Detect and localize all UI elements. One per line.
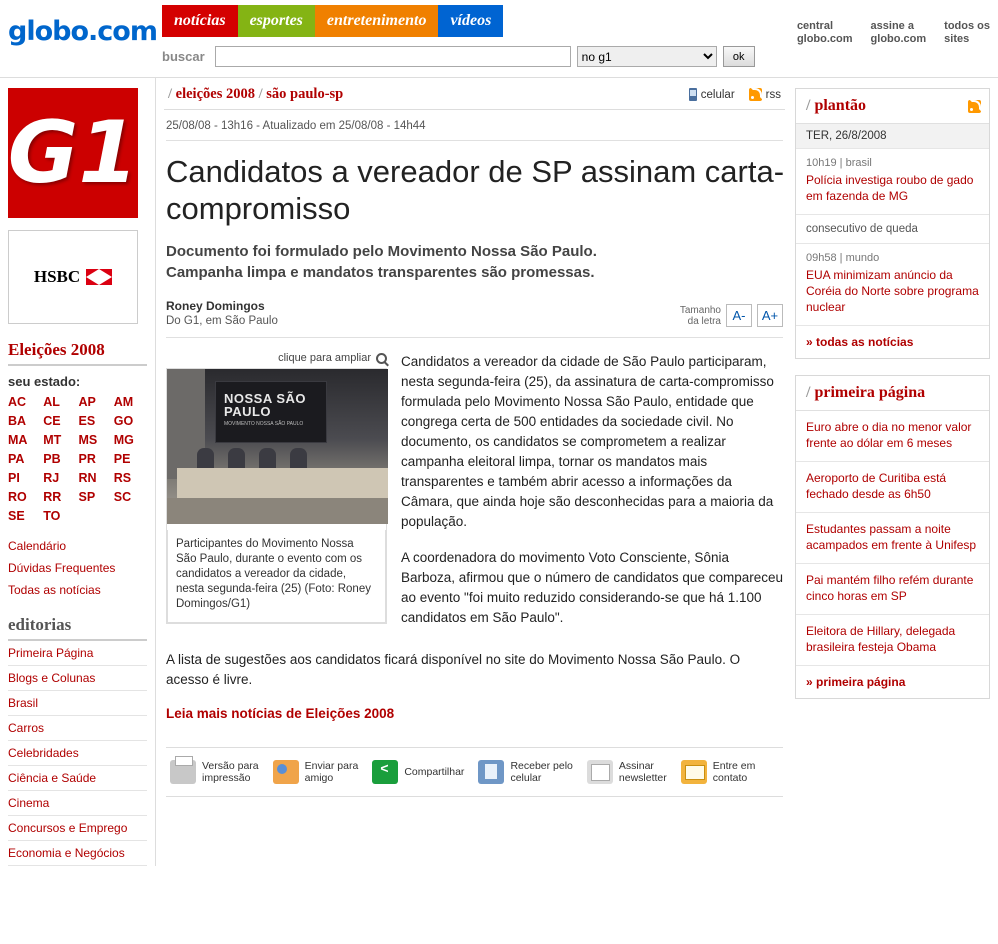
article-figure bbox=[166, 352, 387, 644]
sidebar-section-title: Eleições 2008 bbox=[8, 340, 147, 366]
corner-links bbox=[797, 20, 990, 46]
article-photo[interactable] bbox=[167, 369, 388, 524]
printer-icon bbox=[170, 760, 196, 784]
article-paragraph-2: A coordenadora do movimento Voto Consciente, Sônia Barboza, afirmou que o número de candidatos que compareceu ao evento "foi muito reduzido considerando-se que há 1.100 candidatos em São Paulo". bbox=[401, 550, 783, 625]
article-subhead-line1: Documento foi formulado pelo Movimento Nossa São Paulo. bbox=[166, 243, 597, 260]
share-print-line1: Versão para bbox=[202, 760, 259, 772]
breadcrumb-row bbox=[164, 86, 785, 109]
mobile-phone-icon bbox=[689, 88, 697, 101]
state-rj[interactable]: RJ bbox=[43, 471, 60, 485]
corner-link-line2: globo.com bbox=[796, 33, 853, 45]
state-es[interactable]: ES bbox=[78, 414, 96, 428]
state-mt[interactable]: MT bbox=[43, 433, 62, 447]
state-sc[interactable]: SC bbox=[113, 490, 132, 504]
article-headline: Candidatos a vereador de SP assinam carta-compromisso bbox=[166, 154, 785, 226]
photo-floor bbox=[167, 498, 388, 524]
share-contact-line2: contato bbox=[712, 772, 748, 784]
breadcrumb-slash-2: / bbox=[258, 86, 263, 102]
state-ma[interactable]: MA bbox=[8, 433, 28, 447]
editoria-primeira-pagina[interactable]: Primeira Página bbox=[8, 641, 147, 666]
photo-person bbox=[259, 448, 276, 470]
mobile-phone-icon bbox=[478, 760, 504, 784]
rss-link[interactable] bbox=[749, 88, 781, 101]
state-am[interactable]: AM bbox=[113, 395, 134, 409]
plantao-item-sep: | bbox=[839, 252, 846, 264]
share-mobile[interactable] bbox=[478, 760, 572, 784]
state-to[interactable]: TO bbox=[43, 509, 61, 523]
editoria-blogs-colunas[interactable]: Blogs e Colunas bbox=[8, 666, 147, 691]
primeira-pagina-header bbox=[796, 376, 989, 411]
share-newsletter-line2: newsletter bbox=[618, 772, 667, 784]
state-al[interactable]: AL bbox=[43, 395, 60, 409]
share-friend-line1: Enviar para bbox=[304, 760, 359, 772]
plantao-box bbox=[795, 88, 990, 359]
photo-caption: Participantes do Movimento Nossa São Paulo, durante o evento com os candidatos a vereador da cidade, nesta segunda-feira (25) (Foto: Roney Domingos/G1) bbox=[167, 530, 386, 623]
share-newsletter-line1: Assinar bbox=[618, 760, 654, 772]
state-mg[interactable]: MG bbox=[113, 433, 134, 447]
font-increase-button[interactable]: A+ bbox=[757, 304, 783, 327]
state-pr[interactable]: PR bbox=[78, 452, 96, 466]
list-item[interactable] bbox=[796, 615, 989, 666]
editorias-title: editorias bbox=[8, 615, 147, 641]
plantao-note: consecutivo de queda bbox=[796, 215, 989, 244]
primeira-pagina-item-4[interactable]: Pai mantém filho refém durante cinco horas em SP bbox=[806, 573, 974, 603]
plantao-header bbox=[796, 89, 989, 124]
article-subhead bbox=[166, 241, 785, 283]
sidebar-ad-hsbc[interactable] bbox=[8, 230, 138, 324]
share-mobile-line1: Receber pelo bbox=[510, 760, 573, 772]
editoria-carros[interactable]: Carros bbox=[8, 716, 147, 741]
byline bbox=[166, 299, 278, 327]
breadcrumb bbox=[168, 86, 343, 103]
plantao-item-headline[interactable]: Polícia investiga roubo de gado em fazenda de MG bbox=[806, 173, 974, 203]
photo-backdrop-screen bbox=[215, 381, 327, 443]
list-item[interactable] bbox=[796, 411, 989, 462]
search-label: buscar bbox=[162, 49, 205, 64]
send-to-friend-icon bbox=[273, 760, 299, 784]
editoria-ciencia-saude[interactable]: Ciência e Saúde bbox=[8, 766, 147, 791]
share-newsletter-label bbox=[619, 760, 667, 784]
primeira-pagina-title-text: primeira página bbox=[814, 384, 926, 401]
enlarge-label: clique para ampliar bbox=[278, 352, 371, 364]
nav-tab-noticias[interactable]: notícias bbox=[162, 5, 238, 37]
sidebar-link-todas-noticias[interactable]: Todas as notícias bbox=[8, 583, 101, 597]
primeira-pagina-item-5[interactable]: Eleitora de Hillary, delegada brasileira festeja Obama bbox=[806, 624, 956, 654]
sidebar-link-duvidas[interactable]: Dúvidas Frequentes bbox=[8, 561, 116, 575]
g1-logo[interactable]: G1 bbox=[8, 88, 138, 218]
font-size-label bbox=[680, 305, 721, 327]
primeira-pagina-item-2[interactable]: Aeroporto de Curitiba está fechado desde as 6h50 bbox=[806, 471, 947, 501]
state-ce[interactable]: CE bbox=[43, 414, 61, 428]
celular-link[interactable] bbox=[689, 88, 735, 101]
photo-people bbox=[197, 448, 307, 470]
rss-icon[interactable] bbox=[968, 100, 981, 113]
share-social-label: Compartilhar bbox=[404, 766, 465, 778]
state-rn[interactable]: RN bbox=[78, 471, 97, 485]
corner-link-line1: todos os bbox=[944, 20, 990, 32]
share-mobile-line2: celular bbox=[510, 772, 542, 784]
read-more-link[interactable]: Leia mais notícias de Eleições 2008 bbox=[166, 706, 395, 721]
corner-link-line2: sites bbox=[944, 33, 970, 45]
celular-label: celular bbox=[700, 88, 735, 101]
figure-frame bbox=[166, 368, 387, 624]
plantao-item-sep: | bbox=[839, 157, 846, 169]
sidebar-link-calendario[interactable]: Calendário bbox=[8, 539, 67, 553]
nav-tab-esportes[interactable]: esportes bbox=[238, 5, 315, 37]
hsbc-wordmark: HSBC bbox=[33, 267, 81, 286]
globo-logo[interactable]: globo.com bbox=[8, 16, 157, 47]
primeira-pagina-item-1[interactable]: Euro abre o dia no menor valor frente ao dólar em 6 meses bbox=[806, 420, 972, 450]
list-item[interactable] bbox=[796, 513, 989, 564]
hsbc-hexagon-icon bbox=[86, 269, 112, 285]
article-author: Roney Domingos bbox=[166, 299, 265, 313]
primeira-pagina-item-3[interactable]: Estudantes passam a noite acampados em frente à Unifesp bbox=[806, 522, 977, 552]
breadcrumb-item-sao-paulo[interactable]: são paulo-sp bbox=[266, 86, 344, 102]
state-ro[interactable]: RO bbox=[8, 490, 27, 504]
editoria-brasil[interactable]: Brasil bbox=[8, 691, 147, 716]
state-se[interactable]: SE bbox=[8, 509, 25, 523]
newsletter-icon bbox=[587, 760, 613, 784]
state-pa[interactable]: PA bbox=[8, 452, 25, 466]
plantao-title bbox=[806, 97, 866, 115]
global-nav bbox=[162, 5, 503, 37]
photo-person bbox=[197, 448, 214, 470]
search-scope-select[interactable] bbox=[577, 46, 717, 67]
primeira-pagina-box bbox=[795, 375, 990, 699]
corner-link-assine[interactable] bbox=[871, 20, 927, 46]
photo-table bbox=[177, 468, 388, 498]
photo-person bbox=[290, 448, 307, 470]
state-go[interactable]: GO bbox=[113, 414, 134, 428]
font-size-label-line1: Tamanho bbox=[679, 304, 721, 316]
search-submit-button[interactable]: ok bbox=[723, 46, 755, 67]
share-friend-line2: amigo bbox=[304, 772, 334, 784]
nav-tab-videos[interactable]: vídeos bbox=[438, 5, 503, 37]
photo-backdrop-title: NOSSA SÃO PAULO bbox=[224, 391, 307, 419]
byline-row bbox=[166, 299, 783, 338]
state-picker-label: seu estado: bbox=[8, 374, 81, 389]
primeira-pagina-more-link[interactable]: » primeira página bbox=[806, 675, 906, 689]
share-print[interactable] bbox=[170, 760, 259, 784]
plantao-more-link[interactable]: » todas as notícias bbox=[806, 335, 914, 349]
state-ap[interactable]: AP bbox=[78, 395, 96, 409]
photo-backdrop-subtitle: MOVIMENTO NOSSA SÃO PAULO bbox=[224, 421, 304, 427]
font-size-label-line2: da letra bbox=[687, 315, 721, 327]
editoria-cinema[interactable]: Cinema bbox=[8, 791, 147, 816]
plantao-item-section: mundo bbox=[845, 252, 880, 264]
main-layout bbox=[0, 78, 998, 866]
share-contact[interactable] bbox=[681, 760, 756, 784]
plantao-title-slash: / bbox=[806, 97, 811, 114]
rss-label: rss bbox=[765, 88, 781, 101]
share-social[interactable] bbox=[372, 760, 464, 784]
sidebar-links bbox=[8, 535, 147, 601]
corner-link-central-globo[interactable] bbox=[797, 20, 853, 46]
state-pb[interactable]: PB bbox=[43, 452, 61, 466]
state-rr[interactable]: RR bbox=[43, 490, 62, 504]
plantao-item[interactable] bbox=[796, 149, 989, 215]
plantao-title-text: plantão bbox=[814, 97, 867, 114]
plantao-date: TER, 26/8/2008 bbox=[796, 124, 989, 149]
plantao-item-time: 10h19 bbox=[806, 157, 837, 169]
article-timestamp: 25/08/08 - 13h16 - Atualizado em 25/08/08 - 14h44 bbox=[166, 120, 783, 141]
corner-link-line1: central bbox=[796, 20, 834, 32]
article bbox=[164, 109, 785, 797]
share-friend[interactable] bbox=[273, 760, 359, 784]
global-topbar bbox=[0, 0, 998, 78]
plantao-item-headline[interactable]: EUA minimizam anúncio da Coréia do Norte sobre programa nuclear bbox=[806, 268, 979, 314]
editoria-economia-negocios[interactable]: Economia e Negócios bbox=[8, 841, 147, 866]
primeira-pagina-title bbox=[806, 384, 925, 402]
share-print-line2: impressão bbox=[202, 772, 251, 784]
magnifier-icon bbox=[376, 353, 387, 364]
right-sidebar bbox=[795, 78, 998, 866]
article-org: Do G1, em São Paulo bbox=[166, 315, 278, 327]
article-text bbox=[401, 352, 783, 644]
list-item[interactable] bbox=[796, 564, 989, 615]
font-size-controls bbox=[680, 304, 783, 327]
article-tools bbox=[689, 88, 781, 101]
article-paragraph-1: Candidatos a vereador da cidade de São Paulo participaram, nesta segunda-feira (25), da assinatura de carta-compromisso formulada pelo Movimento Nossa São Paulo, entidade que congrega certa de 500 entidades da sociedade civil. No documento, os candidatos se comprometem a realizar campanha eleitoral limpa, tornar os mandatos mais transparentes e também abrir acesso a informações da Câmara, que ainda hoje são desconhecidas para a maioria da população. bbox=[401, 354, 774, 529]
corner-link-line1: assine a bbox=[870, 20, 914, 32]
state-ms[interactable]: MS bbox=[78, 433, 98, 447]
state-rs[interactable]: RS bbox=[113, 471, 132, 485]
plantao-item-time: 09h58 bbox=[806, 252, 837, 264]
photo-person bbox=[228, 448, 245, 470]
state-sp[interactable]: SP bbox=[78, 490, 96, 504]
state-list bbox=[8, 395, 147, 523]
article-column bbox=[155, 78, 795, 866]
search-input[interactable] bbox=[215, 46, 571, 67]
share-contact-line1: Entre em bbox=[712, 760, 756, 772]
list-item[interactable] bbox=[796, 462, 989, 513]
enlarge-photo-link[interactable] bbox=[166, 352, 387, 364]
corner-link-line2: globo.com bbox=[870, 33, 927, 45]
state-pi[interactable]: PI bbox=[8, 471, 20, 485]
share-print-label bbox=[202, 760, 259, 784]
rss-icon bbox=[749, 88, 762, 101]
nav-tab-entretenimento[interactable]: entretenimento bbox=[315, 5, 439, 37]
share-contact-label bbox=[713, 760, 756, 784]
font-decrease-button[interactable]: A- bbox=[726, 304, 752, 327]
article-body-area bbox=[166, 352, 783, 644]
plantao-item-section: brasil bbox=[845, 157, 872, 169]
primeira-pagina-title-slash: / bbox=[806, 384, 811, 401]
article-subhead-line2: Campanha limpa e mandatos transparentes são promessas. bbox=[166, 264, 595, 281]
editoria-concursos-emprego[interactable]: Concursos e Emprego bbox=[8, 816, 147, 841]
share-friend-label bbox=[305, 760, 359, 784]
breadcrumb-slash-1: / bbox=[168, 86, 173, 102]
breadcrumb-item-eleicoes[interactable]: eleições 2008 bbox=[175, 86, 255, 102]
editoria-celebridades[interactable]: Celebridades bbox=[8, 741, 147, 766]
corner-link-todos-os-sites[interactable] bbox=[944, 20, 990, 46]
plantao-item-meta bbox=[806, 157, 979, 169]
plantao-item[interactable] bbox=[796, 244, 989, 326]
mail-icon bbox=[681, 760, 707, 784]
state-pe[interactable]: PE bbox=[113, 452, 131, 466]
state-ba[interactable]: BA bbox=[8, 414, 27, 428]
editorias-list bbox=[8, 641, 147, 866]
share-toolbar bbox=[166, 747, 783, 797]
share-icon bbox=[372, 760, 398, 784]
article-closing-paragraph: A lista de sugestões aos candidatos ficará disponível no site do Movimento Nossa São Paulo. O acesso é livre. bbox=[166, 652, 741, 687]
share-newsletter[interactable] bbox=[587, 760, 667, 784]
state-ac[interactable]: AC bbox=[8, 395, 27, 409]
left-sidebar bbox=[0, 78, 155, 866]
share-mobile-label bbox=[510, 760, 572, 784]
plantao-item-meta bbox=[806, 252, 979, 264]
search-bar bbox=[162, 46, 755, 67]
